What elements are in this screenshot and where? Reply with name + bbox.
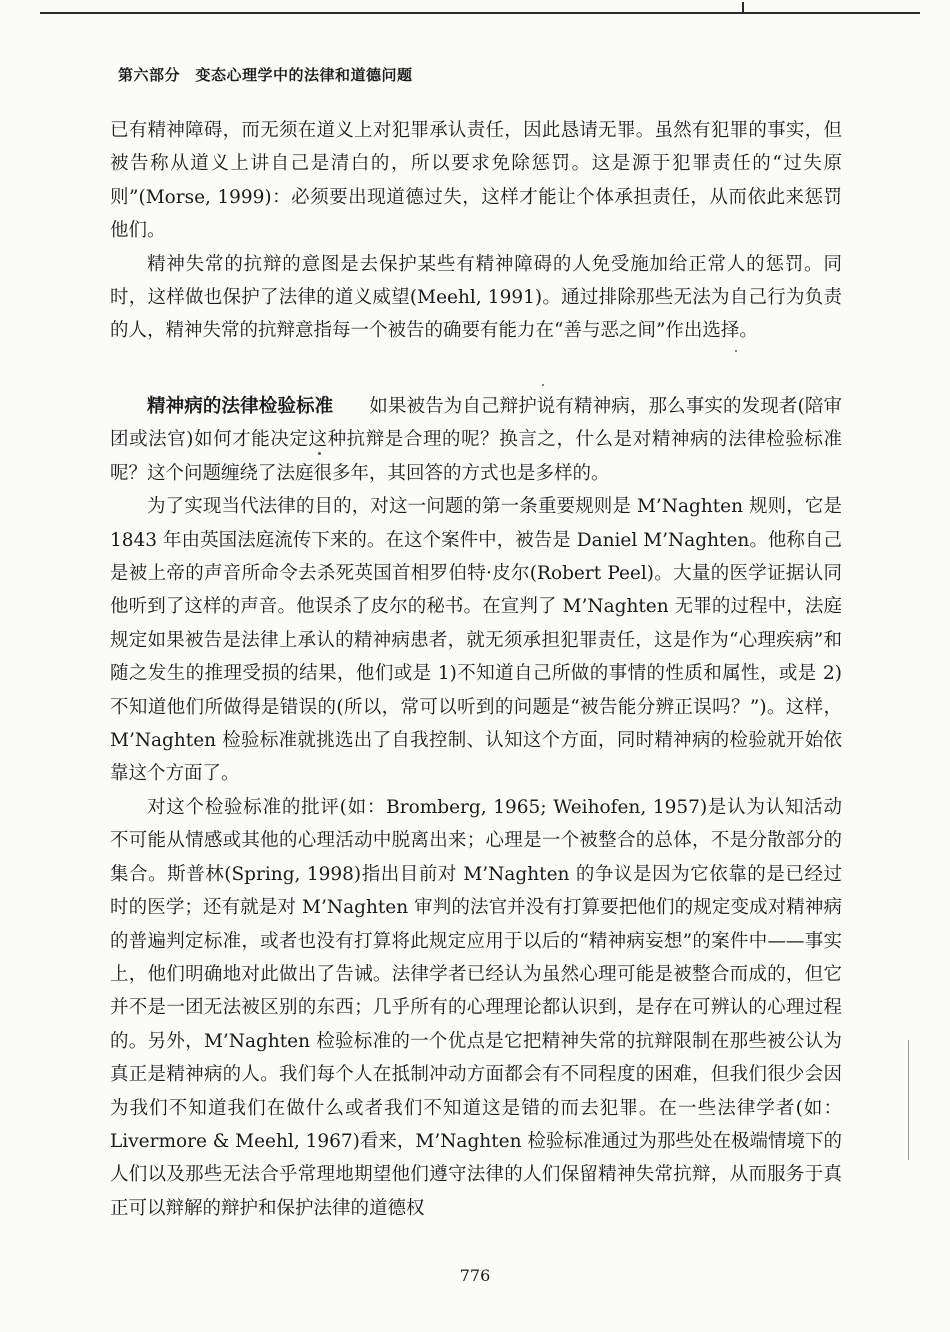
header-rule: [40, 12, 920, 14]
paragraph-mnaghten-rule: 为了实现当代法律的目的，对这一问题的第一条重要规则是 M’Naghten 规则，它是 1843 年由英国法庭流传下来的。在这个案件中，被告是 Daniel M’Naghten。他称自己是被上帝的声音所命令去杀死英国首相罗伯特·皮尔(Robert Peel)。大量的医学证据认同他听到了这样的声音。他误杀了皮尔的秘书。在宣判了 M’Naghten 无罪的过程中，法庭规定如果被告是法律上承认的精神病患者，就无须承担犯罪责任，这是作为“心理疾病”和随之发生的推理受损的结果，他们或是 1)不知道自己所做的事情的性质和属性，或是 2)不知道他们所做得是错误的(所以，常可以听到的问题是“被告能分辨正误吗？”)。这样，M’Naghten 检验标准就挑选出了自我控制、认知这个方面，同时精神病的检验就开始依靠这个方面了。: [110, 496, 842, 785]
scan-speck: [542, 384, 544, 386]
section-heading: 精神病的法律检验标准: [147, 396, 334, 417]
scan-edge-line: [908, 1040, 909, 1160]
scan-speck: [318, 452, 321, 455]
scan-speck: [735, 350, 737, 352]
paragraph-criticism: 对这个检验标准的批评(如：Bromberg, 1965; Weihofen, 1957)是认为认知活动不可能从情感或其他的心理活动中脱离出来；心理是一个被整合的总体，不是分散部分的集合。斯普林(Spring, 1998)指出目前对 M’Naghten 的争议是因为它依靠的是已经过时的医学；还有就是对 M’Naghten 审判的法官并没有打算要把他们的规定变成对精神病的普遍判定标准，或者也没有打算将此规定应用于以后的“精神病妄想”的案件中——事实上，他们明确地对此做出了告诫。法律学者已经认为虽然心理可能是被整合而成的，但它并不是一团无法被区别的东西；几乎所有的心理理论都认识到，是存在可辨认的心理过程的。另外，M’Naghten 检验标准的一个优点是它把精神失常的抗辩限制在那些被公认为真正是精神病的人。我们每个人在抵制冲动方面都会有不同程度的困难，但我们很少会因为我们不知道我们在做什么或者我们不知道这是错的而去犯罪。在一些法律学者(如：Livermore & Meehl, 1967)看来，M’Naghten 检验标准通过为那些处在极端情境下的人们以及那些无法合乎常理地期望他们遵守法律的人们保留精神失常抗辩，从而服务于真正可以辩解的辩护和保护法律的道德权: [110, 796, 842, 1219]
page-number: 776: [459, 1266, 491, 1285]
section-intro-text: 如果被告为自己辩护说有精神病，那么事实的发现者(陪审团或法官)如何才能决定这种抗辩是合理的呢？换言之，什么是对精神病的法律检验标准呢？这个问题缠绕了法庭很多年，其回答的方式也是多样的。: [110, 396, 842, 484]
header-rule-tick: [742, 2, 744, 13]
paragraph-insanity-defense: 精神失常的抗辩的意图是去保护某些有精神障碍的人免受施加给正常人的惩罚。同时，这样做也保护了法律的道义威望(Meehl, 1991)。通过排除那些无法为自己行为负责的人，精神失常的抗辩意指每一个被告的确要有能力在“善与恶之间”作出选择。: [110, 253, 842, 342]
opening-paragraphs: [110, 114, 842, 348]
paragraph-continuation: 已有精神障碍，而无须在道义上对犯罪承认责任，因此恳请无罪。虽然有犯罪的事实，但被告称从道义上讲自己是清白的，所以要求免除惩罚。这是源于犯罪责任的“过失原则”(Morse, 1999)：必须要出现道德过失，这样才能让个体承担责任，从而依此来惩罚他们。: [110, 120, 842, 242]
section-intro-paragraph: [110, 390, 842, 490]
legal-test-section: [110, 390, 842, 1225]
running-head: 第六部分 变态心理学中的法律和道德问题: [118, 66, 413, 84]
